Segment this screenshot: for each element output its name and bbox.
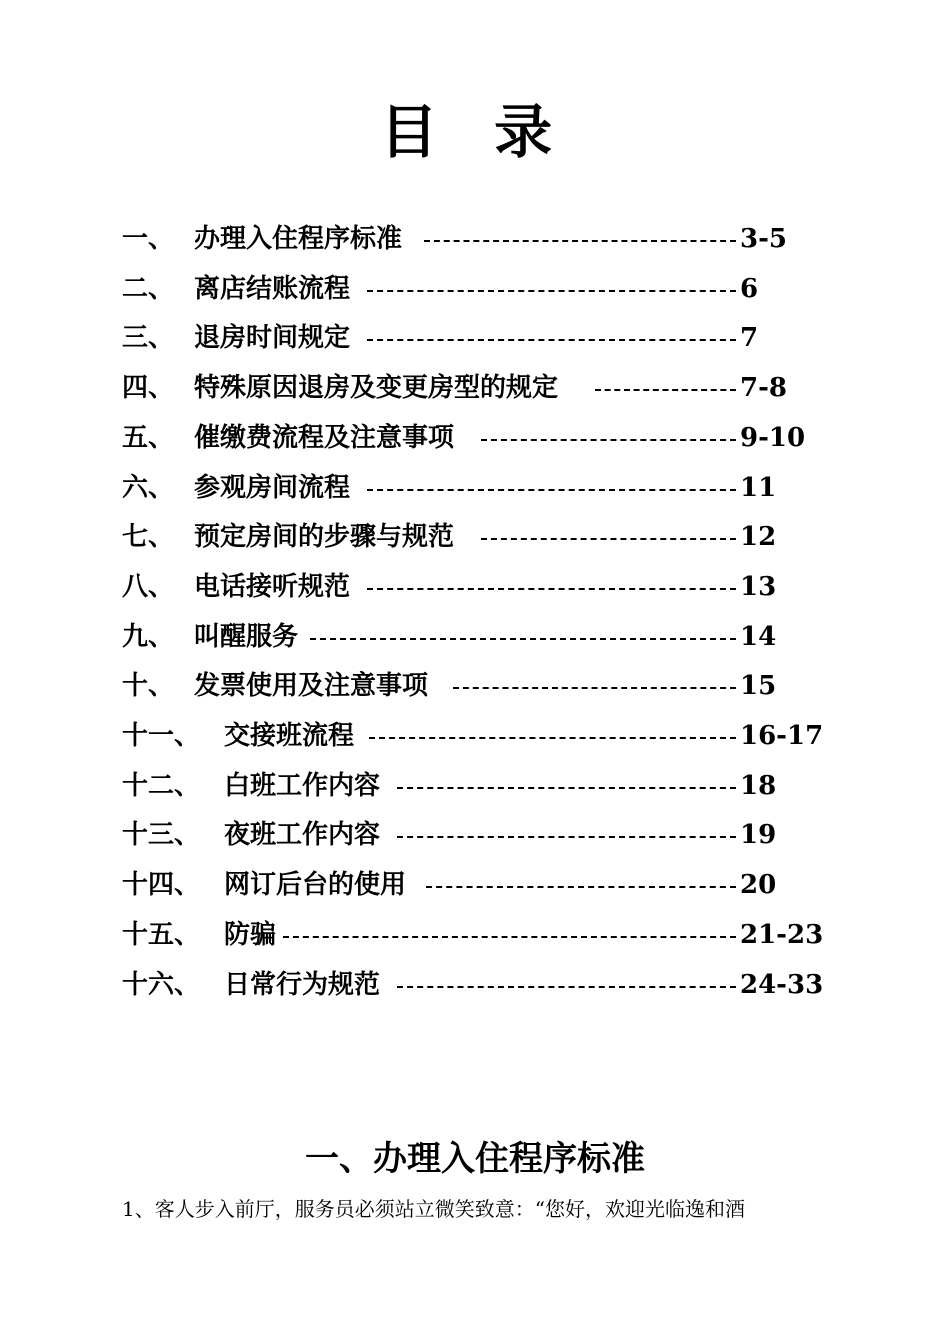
toc-entry-page: 6 bbox=[740, 273, 759, 304]
toc-entry-title: 退房时间规定 bbox=[194, 323, 351, 354]
toc-leader-line bbox=[365, 265, 740, 313]
toc-entry-title: 日常行为规范 bbox=[224, 969, 381, 1000]
toc-leader-line bbox=[308, 613, 740, 661]
toc-entry bbox=[0, 613, 950, 661]
toc-leader-line bbox=[365, 314, 740, 362]
toc-entry-page: 7-8 bbox=[740, 373, 787, 404]
toc-entry bbox=[0, 811, 950, 859]
toc-entry-page: 15 bbox=[740, 671, 777, 702]
toc-entry-title: 叫醒服务 bbox=[194, 621, 299, 652]
toc-entry bbox=[0, 513, 950, 561]
toc-entry-number: 一、 bbox=[122, 224, 175, 254]
toc-leader-line bbox=[422, 215, 740, 263]
toc-leader-line bbox=[281, 911, 740, 959]
toc-entry bbox=[0, 414, 950, 462]
toc-entry-title: 发票使用及注意事项 bbox=[194, 671, 429, 702]
toc-entry-number: 四、 bbox=[122, 373, 175, 404]
toc-entry-page: 7 bbox=[740, 323, 759, 354]
toc-entry-number: 十三、 bbox=[122, 820, 201, 851]
toc-entry bbox=[0, 464, 950, 512]
toc-entry-page: 20 bbox=[740, 870, 777, 901]
toc-entry-number: 十二、 bbox=[122, 770, 201, 801]
toc-entry-number: 八、 bbox=[122, 571, 175, 602]
toc-entry-page: 13 bbox=[740, 571, 777, 602]
toc-title: 目 录 bbox=[379, 98, 571, 166]
toc-entry-title: 参观房间流程 bbox=[194, 472, 351, 503]
body-paragraph: 1、客人步入前厅，服务员必须站立微笑致意：“您好，欢迎光临逸和酒 bbox=[122, 1197, 745, 1221]
toc-leader-line bbox=[395, 762, 740, 810]
toc-entry-title: 离店结账流程 bbox=[194, 273, 351, 304]
toc-entry-number: 十、 bbox=[122, 671, 175, 702]
toc-entry bbox=[0, 215, 950, 263]
toc-entry-number: 七、 bbox=[122, 522, 175, 553]
toc-entry-number: 九、 bbox=[122, 621, 175, 652]
toc-entry-number: 十五、 bbox=[122, 919, 201, 950]
toc-leader-line bbox=[424, 861, 741, 909]
toc-entry-page: 11 bbox=[740, 472, 777, 503]
toc-entry-page: 16-17 bbox=[740, 721, 824, 751]
toc-entry-page: 19 bbox=[740, 820, 777, 851]
toc-entry-title: 催缴费流程及注意事项 bbox=[194, 422, 455, 453]
toc-entry-number: 三、 bbox=[122, 323, 175, 354]
toc-entry-page: 12 bbox=[740, 522, 777, 553]
toc-entry-title: 预定房间的步骤与规范 bbox=[194, 522, 455, 553]
toc-entry bbox=[0, 762, 950, 810]
toc-entry-page: 21-23 bbox=[740, 919, 824, 950]
toc-entry-title: 防骗 bbox=[224, 919, 277, 950]
toc-entry-title: 交接班流程 bbox=[224, 721, 355, 751]
toc-entry-number: 五、 bbox=[122, 422, 175, 453]
toc-entry-number: 十四、 bbox=[122, 870, 201, 901]
toc-entry-number: 十六、 bbox=[122, 969, 201, 1000]
toc-leader-line bbox=[395, 961, 740, 1009]
toc-leader-line bbox=[395, 811, 740, 859]
toc-leader-line bbox=[479, 414, 740, 462]
toc-entry bbox=[0, 563, 950, 611]
toc-entry-title: 网订后台的使用 bbox=[224, 870, 407, 901]
toc-entry bbox=[0, 961, 950, 1009]
toc-entry-page: 14 bbox=[740, 621, 777, 652]
toc-entry-page: 18 bbox=[740, 770, 777, 801]
toc-leader-line bbox=[479, 513, 740, 561]
toc-leader-line bbox=[367, 712, 741, 760]
toc-entry-number: 十一、 bbox=[122, 721, 201, 751]
toc-entry bbox=[0, 662, 950, 710]
toc-entry bbox=[0, 712, 950, 760]
toc-entry bbox=[0, 911, 950, 959]
toc-entry-page: 9-10 bbox=[740, 422, 806, 453]
toc-entry-title: 特殊原因退房及变更房型的规定 bbox=[194, 373, 559, 404]
toc-entry bbox=[0, 861, 950, 909]
toc-entry-title: 电话接听规范 bbox=[194, 571, 351, 602]
toc-entry bbox=[0, 364, 950, 412]
toc-entry-title: 夜班工作内容 bbox=[224, 820, 381, 851]
toc-leader-line bbox=[451, 662, 741, 710]
toc-leader-line bbox=[365, 464, 740, 512]
toc-entry-page: 24-33 bbox=[740, 969, 824, 1000]
toc-entry bbox=[0, 265, 950, 313]
toc-entry-title: 办理入住程序标准 bbox=[194, 224, 403, 254]
toc-leader-line bbox=[365, 563, 740, 611]
toc-entry-title: 白班工作内容 bbox=[224, 770, 381, 801]
toc-entry-number: 六、 bbox=[122, 472, 175, 503]
toc-leader-line bbox=[593, 364, 740, 412]
toc-entry bbox=[0, 314, 950, 362]
toc-entry-number: 二、 bbox=[122, 273, 175, 304]
toc-entry-page: 3-5 bbox=[740, 224, 787, 254]
section-heading: 一、办理入住程序标准 bbox=[305, 1139, 645, 1179]
